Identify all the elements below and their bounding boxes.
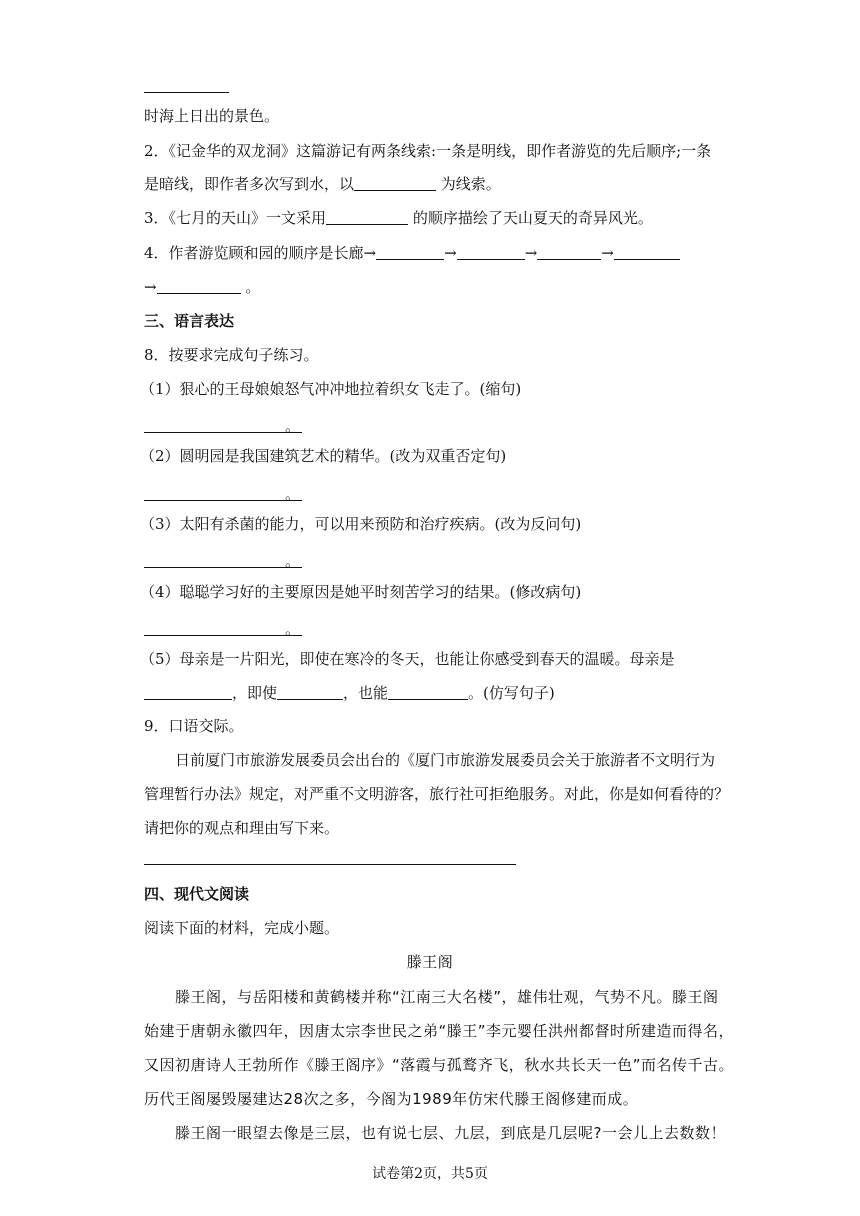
blank[interactable] [277, 685, 343, 700]
blank[interactable] [326, 210, 408, 225]
blank[interactable] [157, 279, 241, 294]
question-8-item-3: （3）太阳有杀菌的能力，可以用来预防和治疗疾病。(改为反问句) [140, 515, 582, 533]
passage-title: 滕王阁 [406, 953, 454, 971]
blank[interactable] [376, 245, 444, 260]
answer-line-4[interactable] [144, 621, 302, 636]
question-9-para-2: 管理暂行办法》规定，对严重不文明游客，旅行社可拒绝服务。对此，你是如何看待的？ [144, 785, 730, 803]
top-line-tail: 时海上日出的景色。 [144, 107, 280, 125]
question-8-item-5-line-2: ，即使 ，也能 。(仿写句子) [144, 683, 555, 703]
answer-line-long[interactable] [144, 864, 516, 865]
answer-end: 。 [285, 620, 301, 638]
blank[interactable] [144, 685, 232, 700]
question-8-item-1: （1）狠心的王母娘娘怒气冲冲地拉着织女飞走了。(缩句) [140, 380, 522, 398]
passage-line-5: 滕王阁一眼望去像是三层，也有说七层、九层，到底是几层呢?一会儿上去数数！ [175, 1124, 726, 1142]
answer-line-3[interactable] [144, 553, 302, 568]
answer-end: 。 [285, 552, 301, 570]
blank[interactable] [354, 176, 436, 191]
passage-line-3: 又因初唐诗人王勃所作《滕王阁序》“落霞与孤鹜齐飞，秋水共长天一色”而名传千古。 [144, 1056, 735, 1074]
question-4-line-1: 4．作者游览顾和园的顺序是长廊→ → → → [144, 243, 680, 263]
section-4-heading: 四、现代文阅读 [144, 885, 250, 903]
question-9-para-1: 日前厦门市旅游发展委员会出台的《厦门市旅游发展委员会关于旅游者不文明行为 [175, 751, 716, 769]
answer-line-top [144, 92, 229, 93]
blank[interactable] [614, 245, 680, 260]
section-3-heading: 三、语言表达 [144, 312, 235, 330]
question-8-item-2: （2）圆明园是我国建筑艺术的精华。(改为双重否定句) [140, 447, 507, 465]
answer-line-2[interactable] [144, 486, 302, 501]
reading-instruction: 阅读下面的材料，完成小题。 [144, 919, 340, 937]
question-9-para-3: 请把你的观点和理由写下来。 [144, 819, 340, 837]
question-9-intro: 9．口语交际。 [144, 717, 244, 735]
answer-line-1[interactable] [144, 418, 302, 433]
blank[interactable] [388, 685, 468, 700]
page-footer: 试卷第2页，共5页 [372, 1166, 488, 1182]
passage-line-4: 历代王阁屡毁屡建达28次之多，今阁为1989年仿宋代滕王阁修建而成。 [144, 1090, 639, 1108]
question-8-item-4: （4）聪聪学习好的主要原因是她平时刻苦学习的结果。(修改病句) [140, 583, 582, 601]
passage-line-1: 滕王阁，与岳阳楼和黄鹤楼并称“江南三大名楼”，雄伟壮观，气势不凡。滕王阁 [175, 988, 719, 1006]
question-2-line-2: 是暗线，即作者多次写到水，以 为线索。 [144, 175, 501, 193]
blank[interactable] [457, 245, 525, 260]
question-4-line-2: → 。 [144, 278, 261, 296]
question-2-line-1: 2．《记金华的双龙洞》这篇游记有两条线索:一条是明线，即作者游览的先后顺序;一条 [144, 142, 712, 160]
question-3: 3．《七月的天山》一文采用 的顺序描绘了天山夏天的奇异风光。 [144, 209, 653, 227]
question-8-intro: 8．按要求完成句子练习。 [144, 346, 319, 364]
answer-end: 。 [285, 417, 301, 435]
blank[interactable] [537, 245, 601, 260]
question-8-item-5-line-1: （5）母亲是一片阳光，即使在寒冷的冬天，也能让你感受到春天的温暖。母亲是 [140, 650, 675, 668]
passage-line-2: 始建于唐朝永徽四年，因唐太宗李世民之弟“滕王”李元婴任洪州都督时所建造而得名， [144, 1022, 735, 1040]
answer-end: 。 [285, 485, 301, 503]
